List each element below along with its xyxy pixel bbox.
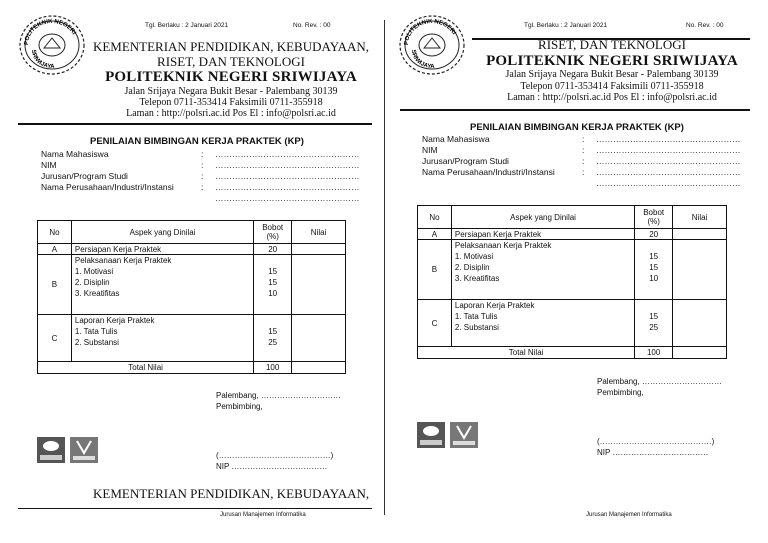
tgl-berlaku: Tgl. Berlaku : 2 Januari 2021 [524,22,608,29]
field-nama: Nama Mahasiswa : …………………………………………… [41,149,366,160]
field-extra [422,178,752,189]
svg-text:SRIWIJAYA: SRIWIJAYA [409,49,435,71]
student-fields [41,149,366,204]
phone: Telepon 0711-353414 Faksimili 0711-355918 [520,80,704,92]
table-row-total: Total Nilai 100 [418,347,727,359]
institution-name: POLITEKNIK NEGERI SRIWIJAYA [486,52,738,69]
place-date: Palembang, ………………………… [216,391,341,400]
grading-table [417,205,727,359]
header-rule [18,123,372,125]
table-row-c: C Laporan Kerja Praktek 1. Tata Tulis 2. Substansi 15 25 [38,315,346,362]
header-aspek: Aspek yang Dinilai [71,221,253,244]
signature-block [597,376,722,398]
header-rule [400,109,750,111]
signature-name-block [216,450,333,472]
svg-text:POLITEKNIK NEGERI: POLITEKNIK NEGERI [403,18,457,46]
nilai-cell[interactable] [673,300,727,347]
header-nilai: Nilai [292,221,346,244]
place-date: Palembang, ………………………… [597,377,722,386]
signature-block [216,390,341,412]
table-row-c: C Laporan Kerja Praktek 1. Tata Tulis 2. Substansi 15 25 [418,300,727,347]
field-blank: …………………………………………… [215,171,360,181]
kementerian-line2: RISET, DAN TEKNOLOGI [157,53,305,69]
field-label: Nama Mahasiswa [422,134,490,144]
field-extra [41,193,366,204]
website-email: Laman : http://polsri.ac.id Pos El : info@polsri.ac.id [507,91,717,103]
field-nim: NIM : …………………………………………… [41,160,366,171]
field-nim: NIM : …………………………………………… [422,145,752,156]
no-rev: No. Rev. : 00 [293,22,331,29]
svg-text:SRIWIJAYA: SRIWIJAYA [29,49,55,71]
polsri-logo [398,14,466,76]
table-row-b: B Pelaksanaan Kerja Praktek 1. Motivasi 2. Disiplin 3. Kreatifitas 15 15 10 [418,240,727,300]
field-label: NIM [422,145,438,155]
name-line: (……………………………………) [597,437,715,446]
table-row-b: B Pelaksanaan Kerja Praktek 1. Motivasi 2. Disiplin 3. Kreatifitas 15 15 10 [38,255,346,315]
right-page [386,0,768,543]
no-rev: No. Rev. : 00 [686,22,724,29]
tgl-berlaku: Tgl. Berlaku : 2 Januari 2021 [145,22,229,29]
nilai-total-cell[interactable] [292,362,346,374]
polsri-logo [18,14,86,76]
institution-name: POLITEKNIK NEGERI SRIWIJAYA [105,69,357,86]
nip-line: NIP ……………………………… [216,462,328,471]
nilai-cell[interactable] [292,315,346,362]
form-title: PENILAIAN BIMBINGAN KERJA PRAKTEK (KP) [470,122,684,133]
pembimbing-label: Pembimbing, [216,402,263,411]
iso-certification-logos [37,437,101,465]
field-label: Jurusan/Program Studi [41,171,128,181]
footer-dept: Jurusan Manajemen Informatika [586,512,672,518]
form-title: PENILAIAN BIMBINGAN KERJA PRAKTEK (KP) [90,136,304,147]
student-fields [422,134,752,189]
nilai-cell[interactable] [673,240,727,300]
field-blank: …………………………………………… [596,134,741,144]
kementerian-line2: RISET, DAN TEKNOLOGI [538,37,686,52]
header-nilai: Nilai [673,206,727,229]
header-no: No [418,206,452,229]
footer-dept: Jurusan Manajemen Informatika [220,512,306,518]
nilai-total-cell[interactable] [673,347,727,359]
field-blank: …………………………………………… [596,167,741,177]
website-email: Laman : http://polsri.ac.id Pos El : info@polsri.ac.id [126,108,336,120]
footer-kementerian: KEMENTERIAN PENDIDIKAN, KEBUDAYAAN, [93,486,370,501]
field-blank: …………………………………………… [596,145,741,155]
header-aspek: Aspek yang Dinilai [451,206,634,229]
table-row-a: A Persiapan Kerja Praktek 20 [38,244,346,255]
header-no: No [38,221,72,244]
field-nama: Nama Mahasiswa : …………………………………………… [422,134,752,145]
field-jurusan: Jurusan/Program Studi : …………………………………………… [41,171,366,182]
nilai-cell[interactable] [292,244,346,255]
field-blank: …………………………………………… [215,160,360,170]
field-blank: …………………………………………… [215,182,360,192]
address: Jalan Srijaya Negara Bukit Besar - Palembang 30139 [505,69,719,81]
pembimbing-label: Pembimbing, [597,388,644,397]
header-bobot: Bobot (%) [635,206,673,229]
field-jurusan: Jurusan/Program Studi : …………………………………………… [422,156,752,167]
nilai-cell[interactable] [673,229,727,240]
table-row-total: Total Nilai 100 [38,362,346,374]
name-line: (……………………………………) [216,451,334,460]
field-blank: …………………………………………… [215,149,360,159]
field-label: Nama Mahasiswa [41,149,109,159]
field-blank: …………………………………………… [596,156,741,166]
table-row-a: A Persiapan Kerja Praktek 20 [418,229,727,240]
field-blank: …………………………………………… [215,193,360,203]
iso-certification-logos [417,422,481,450]
field-blank: …………………………………………… [596,178,741,188]
field-label: Nama Perusahaan/Industri/Instansi [41,182,174,192]
address: Jalan Srijaya Negara Bukit Besar - Palembang 30139 [124,85,338,97]
header-bobot: Bobot (%) [254,221,292,244]
phone: Telepon 0711-353414 Faksimili 0711-355918 [139,97,323,109]
letterhead [476,38,748,103]
nilai-cell[interactable] [292,255,346,315]
field-label: Nama Perusahaan/Industri/Instansi [422,167,555,177]
page-divider [384,20,385,515]
field-perusahaan: Nama Perusahaan/Industri/Instansi : …………………………………………… [422,167,752,178]
nip-line: NIP ……………………………… [597,448,709,457]
svg-text:POLITEKNIK NEGERI: POLITEKNIK NEGERI [23,18,77,46]
signature-name-block [597,436,714,458]
kementerian-line1: KEMENTERIAN PENDIDIKAN, KEBUDAYAAN, [92,39,370,54]
footer-rule [18,508,372,509]
grading-table [37,220,346,374]
field-perusahaan: Nama Perusahaan/Industri/Instansi : …………………………………………… [41,182,366,193]
field-label: NIM [41,160,57,170]
letterhead [88,40,374,119]
field-label: Jurusan/Program Studi [422,156,509,166]
